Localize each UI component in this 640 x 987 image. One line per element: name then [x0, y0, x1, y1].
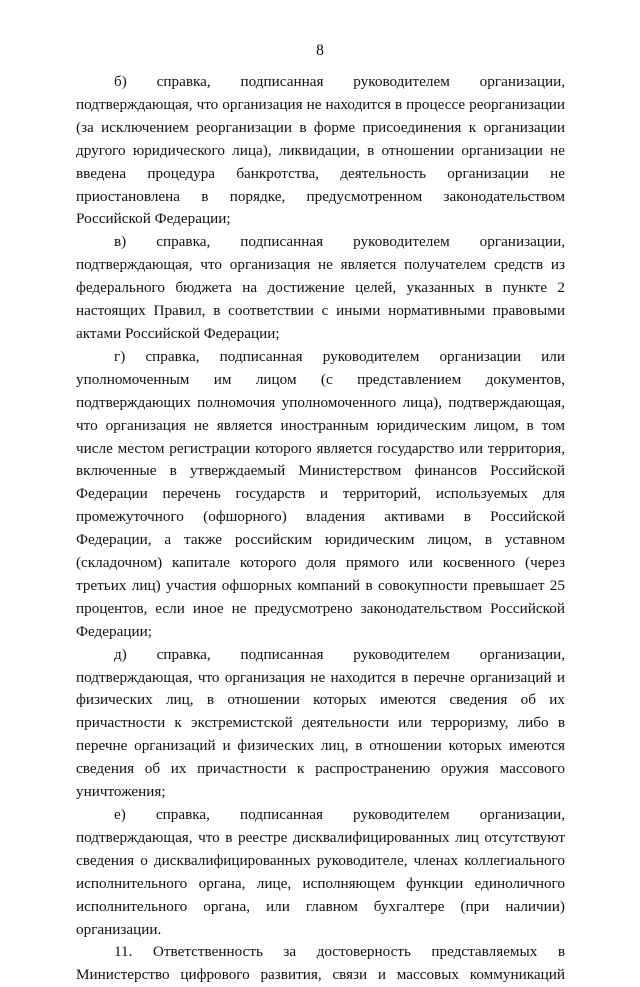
paragraph-11-responsibility: 11. Ответственность за достоверность представляемых в Министерство цифрового развития, связи и массовых коммуникаций: [76, 943, 565, 984]
paragraph-d-extremism-certificate: д) справка, подписанная руководителем организации, подтверждающая, что организация не находится в перечне организаций и физических лиц, в отношении которых имеются сведения об их причастности к экстремистской деятельности или терроризму, либо в перечне организаций и физических лиц, в отношении которых имеются сведения об их причастности к распространению оружия массового уничтожения;: [76, 645, 565, 801]
page-number: 8: [316, 42, 324, 59]
paragraph-g-offshore-certificate: г) справка, подписанная руководителем организации или уполномоченным им лицом (с представлением документов, подтверждающих полномочия уполномоченного лица), подтверждающая, что организация не является иностранным юридическим лицом, в том числе местом регистрации которого является государство или территория, включенные в утверждаемый Министерством финансов Российской Федерации перечень государств и территорий, используемых для промежуточного (офшорного) владения активами в Российской Федерации, а также российским юридическим лицом, в уставном (складочном) капитале которого доля прямого или косвенного (через третьих лиц) участия офшорных компаний в совокупности превышает 25 процентов, если иное не предусмотрено законодательством Российской Федерации;: [76, 347, 565, 640]
paragraph-e-disqualification-certificate: е) справка, подписанная руководителем организации, подтверждающая, что в реестре дисквалифицированных лиц отсутствуют сведения о дисквалифицированных руководителе, членах коллегиального исполнительного органа, лице, исполняющем функции единоличного исполнительного органа, или главном бухгалтере (при наличии) организации.: [76, 806, 565, 938]
paragraph-b-bankruptcy-certificate: б) справка, подписанная руководителем организации, подтверждающая, что организация не находится в процессе реорганизации (за исключением реорганизации в форме присоединения к организации другого юридического лица), ликвидации, в отношении организации не введена процедура банкротства, деятельность организации не приостановлена в порядке, предусмотренном законодательством Российской Федерации;: [76, 73, 565, 228]
document-body: [76, 71, 565, 987]
paragraph-v-federal-budget-certificate: в) справка, подписанная руководителем организации, подтверждающая, что организация не является получателем средств из федерального бюджета на достижение целей, указанных в пункте 2 настоящих Правил, в соответствии с иными нормативными правовыми актами Российской Федерации;: [76, 233, 565, 342]
